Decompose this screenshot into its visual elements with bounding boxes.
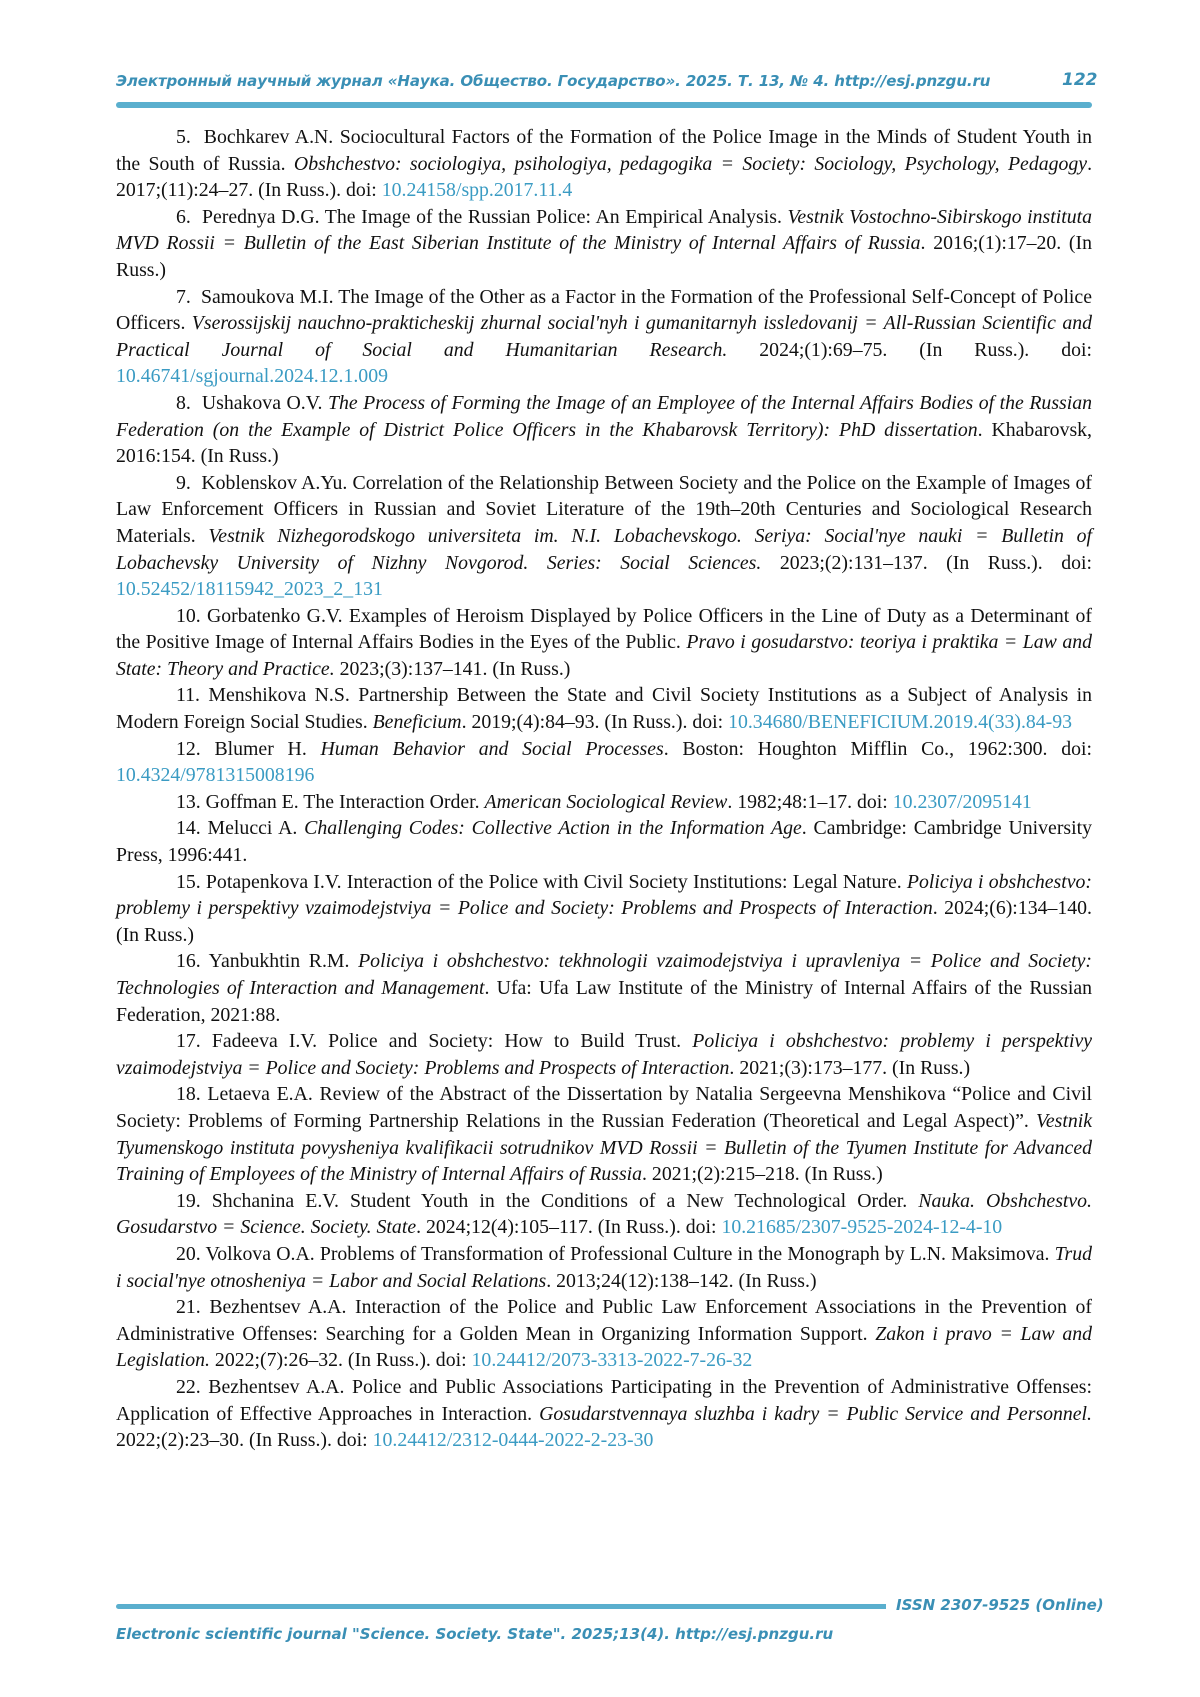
reference-text: 17. Fadeeva I.V. Police and Society: How to Build Trust. <box>176 1030 693 1053</box>
reference-text: 2024;(1):69–75. (In Russ.). doi: <box>727 338 1092 361</box>
reference-text: 5. Bochkarev A.N. Sociocultural Factors of the Formation of the Police Image in the Minds of Student Youth in the South of Russia. <box>116 126 1092 175</box>
reference-item <box>116 789 1092 816</box>
reference-source: Vestnik Nizhegorodskogo universiteta im. N.I. Lobachevskogo. Seriya: Social'nye nauki = Bulletin of Lobachevsky University of Nizhny Novgorod. Series: Social Sciences. <box>116 524 1092 574</box>
doi-link[interactable]: 10.2307/2095141 <box>892 790 1032 813</box>
doi-link[interactable]: 10.46741/sgjournal.2024.12.1.009 <box>116 365 388 388</box>
reference-text: 2022;(2):23–30. (In Russ.). doi: <box>116 1429 373 1452</box>
reference-list <box>116 124 1092 1454</box>
reference-text: 18. Letaeva E.A. Review of the Abstract of the Dissertation by Natalia Sergeevna Menshikova “Police and Civil Society: Problems of Forming Partnership Relations in the Russian Federation (Theoretical and Legal Aspect)”. <box>116 1083 1092 1132</box>
reference-source: Challenging Codes: Collective Action in the Information Age <box>304 817 802 840</box>
reference-item <box>116 124 1092 204</box>
reference-item <box>116 815 1092 868</box>
reference-text: 14. Melucci A. <box>176 817 305 840</box>
reference-text: 2023;(3):137–141. (In Russ.) <box>334 657 571 680</box>
reference-item <box>116 1294 1092 1374</box>
reference-source: Vestnik Tyumenskogo instituta povysheniya kvalifikacii sotrudnikov MVD Rossii = Bulletin of the Tyumen Institute for Advanced Training of Employees of the Ministry of Internal Affairs of Russia <box>116 1109 1092 1186</box>
reference-item <box>116 284 1092 390</box>
issn-label: ISSN 2307-9525 (Online) <box>896 1596 1104 1614</box>
reference-source: Pravo i gosudarstvo: teoriya i praktika = Law and State: Theory and Practice. <box>116 631 1092 680</box>
reference-text: 20. Volkova O.A. Problems of Transformation of Professional Culture in the Monograph by L.N. Maksimova. <box>176 1242 1055 1265</box>
reference-text: 2022;(7):26–32. (In Russ.). doi: <box>209 1349 472 1372</box>
reference-item <box>116 1241 1092 1294</box>
reference-text: . 2016;(1):17–20. (In Russ.) <box>116 232 1092 281</box>
reference-source: Vserossijskij nauchno-prakticheskij zhurnal social'nyh i gumanitarnyh issledovanij = All-Russian Scientific and Practical Journal of Social and Humanitarian Research. <box>116 312 1092 361</box>
reference-text: . 2024;(6):134–140. (In Russ.) <box>116 897 1092 946</box>
reference-text: . 2017;(11):24–27. (In Russ.). doi: <box>116 152 1093 202</box>
reference-text: 11. Menshikova N.S. Partnership Between the State and Civil Society Institutions as a Subject of Analysis in Modern Foreign Social Studies. <box>116 684 1092 734</box>
reference-text: 19. Shchanina E.V. Student Youth in the Conditions of a New Technological Order. <box>176 1189 919 1212</box>
reference-text: 21. Bezhentsev A.A. Interaction of the Police and Public Law Enforcement Associations in the Prevention of Administrative Offenses: Searching for a Golden Mean in Organizing Information Support. <box>116 1296 1092 1345</box>
reference-source: Policiya i obshchestvo: tekhnologii vzaimodejstviya i upravleniya = Police and Society: Technologies of Interaction and Management <box>116 950 1093 999</box>
reference-text: 10. Gorbatenko G.V. Examples of Heroism Displayed by Police Officers in the Line of Duty as a Determinant of the Positive Image of Internal Affairs Bodies in the Eyes of the Public. <box>116 604 1092 654</box>
reference-text: 9. Koblenskov A.Yu. Correlation of the Relationship Between Society and the Police on the Example of Images of Law Enforcement Officers in Russian and Soviet Literature of the 19th–20th Centuries and Sociological Research Materials. <box>116 471 1092 547</box>
reference-text: . 2013;24(12):138–142. (In Russ.) <box>546 1269 817 1292</box>
reference-source: Nauka. Obshchestvo. Gosudarstvo = Science. Society. State <box>116 1189 1092 1239</box>
reference-text: . 2024;12(4):105–117. (In Russ.). doi: <box>416 1216 722 1239</box>
reference-text: 7. Samoukova M.I. The Image of the Other as a Factor in the Formation of the Professional Self-Concept of Police Officers. <box>116 285 1092 335</box>
reference-item <box>116 204 1092 284</box>
reference-item <box>116 1081 1092 1187</box>
reference-text: . Ufa: Ufa Law Institute of the Ministry of Internal Affairs of the Russian Federation, 2021:88. <box>116 977 1092 1026</box>
reference-text: . Boston: Houghton Mifflin Co., 1962:300. doi: <box>663 737 1092 760</box>
reference-text: . Cambridge: Cambridge University Press, 1996:441. <box>116 817 1093 867</box>
footer-rule <box>116 1604 886 1609</box>
reference-text: 15. Potapenkova I.V. Interaction of the Police with Civil Society Institutions: Legal Nature. <box>176 870 907 893</box>
reference-item <box>116 736 1092 789</box>
reference-source: The Process of Forming the Image of an Employee of the Internal Affairs Bodies of the Russian Federation (on the Example of District Police Officers in the Khabarovsk Territory): PhD dissertation <box>116 391 1092 441</box>
reference-source: Gosudarstvennaya sluzhba i kadry = Public Service and Personnel. <box>539 1402 1093 1425</box>
reference-source: Policiya i obshchestvo: problemy i perspektivy vzaimodejstviya = Police and Society: Problems and Prospects of Interaction <box>116 870 1092 920</box>
reference-item <box>116 1188 1092 1241</box>
reference-source: Zakon i pravo = Law and Legislation. <box>116 1322 1092 1372</box>
reference-source: American Sociological Review <box>484 790 728 813</box>
reference-item <box>116 682 1092 735</box>
running-header: Электронный научный журнал «Наука. Общество. Государство». 2025. Т. 13, № 4. http://esj.pnzgu.ru <box>116 72 991 90</box>
reference-item <box>116 1028 1092 1081</box>
page-number: 122 <box>1062 70 1098 90</box>
reference-source: Vestnik Vostochno-Sibirskogo instituta MVD Rossii = Bulletin of the East Siberian Institute of the Ministry of Internal Affairs of Russia <box>116 205 1093 255</box>
reference-item <box>116 390 1092 470</box>
doi-link[interactable]: 10.34680/BENEFICIUM.2019.4(33).84-93 <box>728 711 1073 734</box>
reference-source: Policiya i obshchestvo: problemy i perspektivy vzaimodejstviya = Police and Society: Problems and Prospects of Interaction <box>116 1030 1092 1079</box>
reference-text: 22. Bezhentsev A.A. Police and Public Associations Participating in the Prevention of Administrative Offenses: Application of Effective Approaches in Interaction. <box>116 1375 1092 1425</box>
reference-text: . Khabarovsk, 2016:154. (In Russ.) <box>116 418 1092 468</box>
reference-item <box>116 1374 1092 1454</box>
reference-text: 6. Perednya D.G. The Image of the Russian Police: An Empirical Analysis. <box>176 205 788 228</box>
doi-link[interactable]: 10.4324/9781315008196 <box>116 764 315 787</box>
doi-link[interactable]: 10.52452/18115942_2023_2_131 <box>116 578 383 601</box>
reference-source: Trud i social'nye otnosheniya = Labor and Social Relations <box>116 1242 1092 1292</box>
doi-link[interactable]: 10.24412/2312-0444-2022-2-23-30 <box>372 1429 654 1452</box>
reference-text: 16. Yanbukhtin R.M. <box>176 950 359 973</box>
reference-source: Obshchestvo: sociologiya, psihologiya, pedagogika = Society: Sociology, Psychology, Pedagogy <box>293 152 1088 175</box>
reference-text: . 2021;(2):215–218. (In Russ.) <box>642 1163 883 1186</box>
reference-text: 13. Goffman E. The Interaction Order. <box>176 790 485 813</box>
doi-link[interactable]: 10.24412/2073-3313-2022-7-26-32 <box>471 1349 753 1372</box>
reference-text: . 2021;(3):173–177. (In Russ.) <box>729 1056 971 1079</box>
reference-item <box>116 603 1092 683</box>
reference-source: Human Behavior and Social Processes <box>320 737 664 760</box>
reference-item <box>116 470 1092 603</box>
reference-source: Beneficium <box>372 711 462 734</box>
doi-link[interactable]: 10.24158/spp.2017.11.4 <box>381 179 573 202</box>
reference-text: 2023;(2):131–137. (In Russ.). doi: <box>761 551 1092 574</box>
reference-text: 12. Blumer H. <box>176 737 321 760</box>
header-rule <box>116 102 1092 108</box>
reference-text: . 1982;48:1–17. doi: <box>727 790 893 813</box>
doi-link[interactable]: 10.21685/2307-9525-2024-12-4-10 <box>721 1216 1003 1239</box>
reference-item <box>116 869 1092 949</box>
reference-text: 8. Ushakova O.V. <box>176 391 328 414</box>
reference-text: . 2019;(4):84–93. (In Russ.). doi: <box>461 711 729 734</box>
running-footer: Electronic scientific journal "Science. Society. State". 2025;13(4). http://esj.pnzgu.ru <box>116 1625 834 1643</box>
reference-item <box>116 948 1092 1028</box>
